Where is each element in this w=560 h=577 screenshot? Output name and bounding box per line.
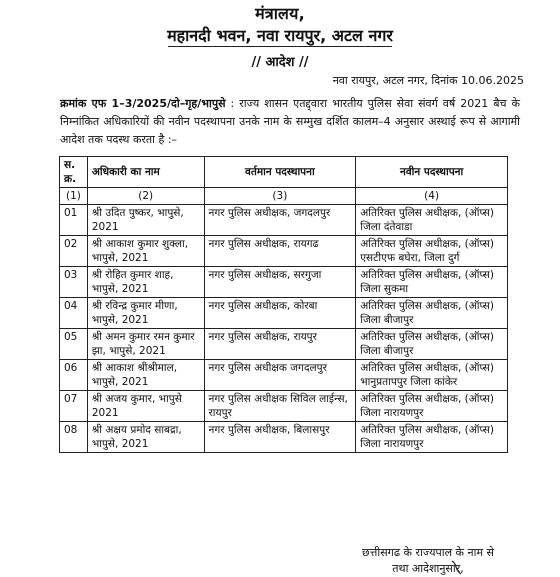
officer-name: श्री रोहित कुमार शाह, भापुसे, 2021 [87,267,204,298]
order-line: तथा आदेशानुसार, [392,562,464,575]
table-row [60,391,508,422]
new-posting: अतिरिक्त पुलिस अधीक्षक, (ऑप्स) भानुप्रतापपुर जिला कांकेर [356,360,508,391]
order-title: // आदेश // [251,55,309,70]
table-row [60,422,508,453]
serial-number: 04 [60,298,88,329]
building-address: महानदी भवन, नवा रायपुर, अटल नगर [167,26,393,45]
current-posting: नगर पुलिस अधीक्षक, रायगढ [204,236,356,267]
table-row [60,236,508,267]
current-posting: नगर पुलिस अधीक्षक, बिलासपुर [204,422,356,453]
posting-table [59,156,508,453]
serial-number: 03 [60,267,88,298]
current-posting: नगर पुलिस अधीक्षक, जगदलपुर [204,205,356,236]
new-posting: अतिरिक्त पुलिस अधीक्षक, (ऑप्स) जिला बीजापुर [356,298,508,329]
order-text: : राज्य शासन एतद्द्वारा भारतीय पुलिस सेवा संवर्ग वर्ष 2021 बैच के निम्नांकित अधिकारियों की नवीन पदस्थापना उनके नाम के सम्मुख दर्शित कालम–4 अनुसार अस्थाई रूप से आगामी आदेश तक पदस्थ करता है :– [60,97,520,146]
officer-name: श्री अमन कुमार रमन कुमार झा, भापुसे, 2021 [87,329,204,360]
table-header-row [60,157,508,188]
new-posting: अतिरिक्त पुलिस अधीक्षक, (ऑप्स) जिला नारायणपुर [356,391,508,422]
serial-number: 07 [60,391,88,422]
current-posting: नगर पुलिस अधीक्षक, कोरबा [204,298,356,329]
current-posting: नगर पुलिस अधीक्षक सिविल लाईन्स, रायपुर [204,391,356,422]
current-posting: नगर पुलिस अधीक्षक, सरगुजा [204,267,356,298]
new-posting: अतिरिक्त पुलिस अधीक्षक, (ऑप्स) जिला दंतेवाडा [356,205,508,236]
order-intro [60,95,520,149]
current-posting: नगर पुलिस अधीक्षक, रायपुर [204,329,356,360]
column-number: (2) [87,188,204,205]
serial-number: 08 [60,422,88,453]
signature-scribble-icon [450,560,464,575]
table-row [60,329,508,360]
column-number: (4) [356,188,508,205]
header-officer-name: अधिकारी का नाम [87,157,204,188]
new-posting: अतिरिक्त पुलिस अधीक्षक, (ऑप्स) जिला सुकमा [356,267,508,298]
table-row [60,360,508,391]
ministry-title: मंत्रालय, [255,4,305,23]
serial-number: 02 [60,236,88,267]
current-posting: नगर पुलिस अधीक्षक जगदलपुर [204,360,356,391]
serial-number: 01 [60,205,88,236]
new-posting: अतिरिक्त पुलिस अधीक्षक, (ऑप्स) एसटीएफ बघेरा, जिला दुर्ग [356,236,508,267]
header-new-posting: नवीन पदस्थापना [356,157,508,188]
table-row [60,298,508,329]
serial-number: 06 [60,360,88,391]
place-date: नवा रायपुर, अटल नगर, दिनांक 10.06.2025 [332,74,524,87]
officer-name: श्री उदित पुष्कर, भापुसे, 2021 [87,205,204,236]
new-posting: अतिरिक्त पुलिस अधीक्षक, (ऑप्स) जिला नारायणपुर [356,422,508,453]
table-row [60,205,508,236]
column-number: (1) [60,188,88,205]
header-current-posting: वर्तमान पदस्थापना [204,157,356,188]
header-serial: स. क्र. [60,157,88,188]
column-number-row [60,188,508,205]
officer-name: श्री अक्षय प्रमोद साबद्रा, भापुसे, 2021 [87,422,204,453]
signature-block [318,545,538,577]
header-divider [168,46,392,47]
column-number: (3) [204,188,356,205]
order-reference: क्रमांक एफ 1–3/2025/दो–गृह/भापुसे [60,97,226,110]
table-row [60,267,508,298]
serial-number: 05 [60,329,88,360]
new-posting: अतिरिक्त पुलिस अधीक्षक, (ऑप्स) जिला बीजापुर [356,329,508,360]
officer-name: श्री आकाश कुमार शुक्ला, भापुसे, 2021 [87,236,204,267]
officer-name: श्री अजय कुमार, भापुसे 2021 [87,391,204,422]
officer-name: श्री आकाश श्रीश्रीमाल, भापुसे, 2021 [87,360,204,391]
governor-line: छत्तीसगढ के राज्यपाल के नाम से [362,546,494,559]
officer-name: श्री रविन्द्र कुमार मीणा, भापुसे, 2021 [87,298,204,329]
